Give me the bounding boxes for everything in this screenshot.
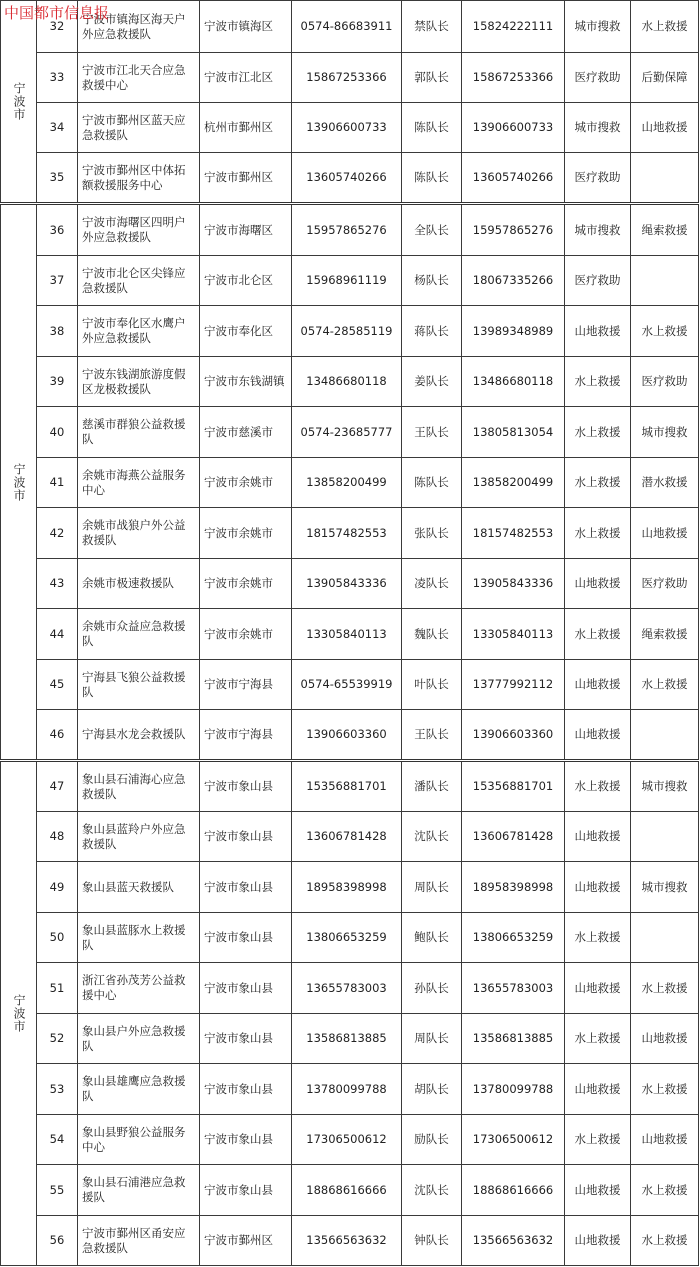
- team-area: 宁波市象山县: [200, 963, 292, 1014]
- leader-mobile: 13905843336: [462, 559, 565, 609]
- team-name: 宁波市海曙区四明户外应急救援队: [78, 204, 200, 256]
- table-row: [1, 53, 699, 103]
- specialty-secondary: 山地救援: [631, 1115, 699, 1165]
- row-number: 39: [37, 357, 78, 407]
- team-phone: 13486680118: [292, 357, 402, 407]
- specialty-primary: 水上救援: [565, 407, 631, 458]
- row-number: 41: [37, 458, 78, 508]
- specialty-primary: 医疗救助: [565, 256, 631, 306]
- team-phone: 15356881701: [292, 761, 402, 812]
- team-leader: 蒋队长: [402, 306, 462, 357]
- table-row: [1, 1014, 699, 1064]
- team-name: 象山县石浦港应急救援队: [78, 1165, 200, 1216]
- specialty-primary: 山地救援: [565, 862, 631, 913]
- specialty-secondary: 水上救援: [631, 963, 699, 1014]
- leader-mobile: 13566563632: [462, 1216, 565, 1266]
- team-leader: 沈队长: [402, 812, 462, 862]
- row-number: 36: [37, 204, 78, 256]
- team-phone: 18868616666: [292, 1165, 402, 1216]
- table-row: [1, 357, 699, 407]
- row-number: 48: [37, 812, 78, 862]
- row-number: 51: [37, 963, 78, 1014]
- team-phone: 13586813885: [292, 1014, 402, 1064]
- team-name: 宁波市鄞州区甬安应急救援队: [78, 1216, 200, 1266]
- team-name: 慈溪市群狼公益救援队: [78, 407, 200, 458]
- team-leader: 孙队长: [402, 963, 462, 1014]
- team-area: 宁波市奉化区: [200, 306, 292, 357]
- table-row: [1, 862, 699, 913]
- specialty-secondary: 水上救援: [631, 660, 699, 710]
- specialty-secondary: 城市搜救: [631, 862, 699, 913]
- leader-mobile: 13858200499: [462, 458, 565, 508]
- specialty-secondary: 城市搜救: [631, 761, 699, 812]
- table-row: [1, 609, 699, 660]
- team-name: 象山县户外应急救援队: [78, 1014, 200, 1064]
- team-name: 余姚市极速救援队: [78, 559, 200, 609]
- table-row: [1, 1115, 699, 1165]
- row-number: 52: [37, 1014, 78, 1064]
- specialty-secondary: 潜水救援: [631, 458, 699, 508]
- specialty-secondary: [631, 256, 699, 306]
- team-leader: 周队长: [402, 1014, 462, 1064]
- team-area: 宁波市海曙区: [200, 204, 292, 256]
- table-row: [1, 710, 699, 761]
- specialty-secondary: 水上救援: [631, 306, 699, 357]
- row-number: 44: [37, 609, 78, 660]
- leader-mobile: 13486680118: [462, 357, 565, 407]
- team-phone: 0574-86683911: [292, 1, 402, 53]
- watermark: 中国都市信息报: [4, 4, 110, 22]
- city-cell: 宁波市: [1, 204, 37, 761]
- leader-mobile: 13805813054: [462, 407, 565, 458]
- table-row: [1, 963, 699, 1014]
- table-row: [1, 204, 699, 256]
- table-row: [1, 660, 699, 710]
- specialty-primary: 水上救援: [565, 458, 631, 508]
- team-name: 宁波市北仑区尖锋应急救援队: [78, 256, 200, 306]
- team-name: 象山县野狼公益服务中心: [78, 1115, 200, 1165]
- team-area: 宁波市宁海县: [200, 660, 292, 710]
- specialty-secondary: 医疗救助: [631, 357, 699, 407]
- team-name: 宁波市鄞州区蓝天应急救援队: [78, 103, 200, 153]
- team-area: 宁波市宁海县: [200, 710, 292, 761]
- specialty-primary: 水上救援: [565, 761, 631, 812]
- specialty-secondary: 绳索救援: [631, 609, 699, 660]
- team-phone: 15867253366: [292, 53, 402, 103]
- team-leader: 全队长: [402, 204, 462, 256]
- leader-mobile: 13605740266: [462, 153, 565, 204]
- specialty-primary: 山地救援: [565, 1216, 631, 1266]
- team-name: 浙江省孙茂芳公益救援中心: [78, 963, 200, 1014]
- row-number: 53: [37, 1064, 78, 1115]
- team-phone: 13780099788: [292, 1064, 402, 1115]
- table-row: [1, 559, 699, 609]
- team-leader: 陈队长: [402, 103, 462, 153]
- team-leader: 凌队长: [402, 559, 462, 609]
- city-cell: 宁波市: [1, 761, 37, 1266]
- row-number: 47: [37, 761, 78, 812]
- table-row: [1, 103, 699, 153]
- table-row: [1, 508, 699, 559]
- specialty-secondary: [631, 153, 699, 204]
- leader-mobile: 15957865276: [462, 204, 565, 256]
- team-phone: 13806653259: [292, 913, 402, 963]
- specialty-secondary: 水上救援: [631, 1064, 699, 1115]
- team-leader: 周队长: [402, 862, 462, 913]
- team-name: 象山县石浦海心应急救援队: [78, 761, 200, 812]
- table-row: [1, 256, 699, 306]
- team-name: 宁海县水龙会救援队: [78, 710, 200, 761]
- specialty-primary: 水上救援: [565, 1014, 631, 1064]
- team-name: 宁波市江北天合应急救援中心: [78, 53, 200, 103]
- team-area: 宁波市慈溪市: [200, 407, 292, 458]
- team-leader: 胡队长: [402, 1064, 462, 1115]
- team-name: 余姚市众益应急救援队: [78, 609, 200, 660]
- specialty-primary: 山地救援: [565, 559, 631, 609]
- team-area: 宁波市象山县: [200, 1165, 292, 1216]
- team-phone: 0574-23685777: [292, 407, 402, 458]
- row-number: 45: [37, 660, 78, 710]
- team-phone: 13605740266: [292, 153, 402, 204]
- team-leader: 鲍队长: [402, 913, 462, 963]
- specialty-secondary: 山地救援: [631, 508, 699, 559]
- leader-mobile: 13806653259: [462, 913, 565, 963]
- team-leader: 郭队长: [402, 53, 462, 103]
- team-area: 宁波市镇海区: [200, 1, 292, 53]
- team-area: 宁波市象山县: [200, 862, 292, 913]
- team-phone: 17306500612: [292, 1115, 402, 1165]
- row-number: 37: [37, 256, 78, 306]
- specialty-primary: 山地救援: [565, 660, 631, 710]
- team-name: 宁海县飞狼公益救援队: [78, 660, 200, 710]
- team-phone: 13906600733: [292, 103, 402, 153]
- team-phone: 13566563632: [292, 1216, 402, 1266]
- team-phone: 13906603360: [292, 710, 402, 761]
- leader-mobile: 18868616666: [462, 1165, 565, 1216]
- table-body: [1, 1, 699, 1266]
- team-phone: 0574-65539919: [292, 660, 402, 710]
- leader-mobile: 13655783003: [462, 963, 565, 1014]
- specialty-secondary: 水上救援: [631, 1216, 699, 1266]
- leader-mobile: 13305840113: [462, 609, 565, 660]
- specialty-primary: 山地救援: [565, 963, 631, 1014]
- team-area: 宁波市象山县: [200, 812, 292, 862]
- row-number: 35: [37, 153, 78, 204]
- specialty-secondary: [631, 710, 699, 761]
- team-area: 宁波市东钱湖镇: [200, 357, 292, 407]
- leader-mobile: 15824222111: [462, 1, 565, 53]
- team-phone: 13905843336: [292, 559, 402, 609]
- row-number: 40: [37, 407, 78, 458]
- leader-mobile: 18067335266: [462, 256, 565, 306]
- team-leader: 陈队长: [402, 458, 462, 508]
- row-number: 46: [37, 710, 78, 761]
- specialty-primary: 城市搜救: [565, 103, 631, 153]
- specialty-primary: 山地救援: [565, 710, 631, 761]
- leader-mobile: 13906600733: [462, 103, 565, 153]
- row-number: 33: [37, 53, 78, 103]
- specialty-primary: 水上救援: [565, 913, 631, 963]
- leader-mobile: 13906603360: [462, 710, 565, 761]
- specialty-primary: 医疗救助: [565, 153, 631, 204]
- specialty-secondary: 医疗救助: [631, 559, 699, 609]
- team-phone: 0574-28585119: [292, 306, 402, 357]
- leader-mobile: 18958398998: [462, 862, 565, 913]
- team-name: 宁波市鄞州区中体拓额救援服务中心: [78, 153, 200, 204]
- team-leader: 叶队长: [402, 660, 462, 710]
- team-area: 宁波市象山县: [200, 913, 292, 963]
- team-area: 宁波市余姚市: [200, 458, 292, 508]
- table-row: [1, 761, 699, 812]
- leader-mobile: 13780099788: [462, 1064, 565, 1115]
- specialty-primary: 城市搜救: [565, 1, 631, 53]
- table-row: [1, 1165, 699, 1216]
- specialty-secondary: [631, 812, 699, 862]
- row-number: 56: [37, 1216, 78, 1266]
- team-leader: 王队长: [402, 407, 462, 458]
- leader-mobile: 13777992112: [462, 660, 565, 710]
- team-area: 宁波市象山县: [200, 761, 292, 812]
- team-leader: 潘队长: [402, 761, 462, 812]
- team-phone: 13655783003: [292, 963, 402, 1014]
- team-name: 象山县蓝天救援队: [78, 862, 200, 913]
- specialty-primary: 水上救援: [565, 508, 631, 559]
- team-phone: 13606781428: [292, 812, 402, 862]
- leader-mobile: 18157482553: [462, 508, 565, 559]
- table-row: [1, 458, 699, 508]
- row-number: 43: [37, 559, 78, 609]
- leader-mobile: 15356881701: [462, 761, 565, 812]
- team-leader: 沈队长: [402, 1165, 462, 1216]
- table-row: [1, 812, 699, 862]
- team-leader: 钟队长: [402, 1216, 462, 1266]
- specialty-primary: 城市搜救: [565, 204, 631, 256]
- specialty-primary: 水上救援: [565, 1115, 631, 1165]
- team-area: 宁波市象山县: [200, 1014, 292, 1064]
- table-row: [1, 913, 699, 963]
- specialty-secondary: 水上救援: [631, 1165, 699, 1216]
- team-name: 宁波市镇海区海天户外应急救援队: [78, 1, 200, 53]
- leader-mobile: 13586813885: [462, 1014, 565, 1064]
- team-name: 宁波东钱湖旅游度假区龙极救援队: [78, 357, 200, 407]
- leader-mobile: 13606781428: [462, 812, 565, 862]
- team-leader: 魏队长: [402, 609, 462, 660]
- team-area: 宁波市象山县: [200, 1115, 292, 1165]
- specialty-secondary: [631, 913, 699, 963]
- team-area: 宁波市余姚市: [200, 508, 292, 559]
- table-row: [1, 407, 699, 458]
- team-leader: 禁队长: [402, 1, 462, 53]
- team-name: 余姚市战狼户外公益救援队: [78, 508, 200, 559]
- team-area: 杭州市鄞州区: [200, 103, 292, 153]
- team-phone: 13305840113: [292, 609, 402, 660]
- specialty-secondary: 山地救援: [631, 1014, 699, 1064]
- row-number: 42: [37, 508, 78, 559]
- leader-mobile: 15867253366: [462, 53, 565, 103]
- team-name: 象山县蓝羚户外应急救援队: [78, 812, 200, 862]
- team-leader: 张队长: [402, 508, 462, 559]
- team-leader: 励队长: [402, 1115, 462, 1165]
- leader-mobile: 13989348989: [462, 306, 565, 357]
- specialty-secondary: 水上救援: [631, 1, 699, 53]
- specialty-primary: 医疗救助: [565, 53, 631, 103]
- team-leader: 陈队长: [402, 153, 462, 204]
- row-number: 34: [37, 103, 78, 153]
- specialty-primary: 山地救援: [565, 812, 631, 862]
- team-phone: 15968961119: [292, 256, 402, 306]
- team-area: 宁波市北仑区: [200, 256, 292, 306]
- row-number: 50: [37, 913, 78, 963]
- team-name: 象山县雄鹰应急救援队: [78, 1064, 200, 1115]
- team-name: 宁波市奉化区水鹰户外应急救援队: [78, 306, 200, 357]
- team-phone: 18958398998: [292, 862, 402, 913]
- team-name: 余姚市海燕公益服务中心: [78, 458, 200, 508]
- specialty-secondary: 后勤保障: [631, 53, 699, 103]
- row-number: 54: [37, 1115, 78, 1165]
- table-row: [1, 153, 699, 204]
- row-number: 38: [37, 306, 78, 357]
- leader-mobile: 17306500612: [462, 1115, 565, 1165]
- specialty-primary: 水上救援: [565, 357, 631, 407]
- team-phone: 18157482553: [292, 508, 402, 559]
- team-area: 宁波市余姚市: [200, 559, 292, 609]
- team-phone: 15957865276: [292, 204, 402, 256]
- team-name: 象山县蓝豚水上救援队: [78, 913, 200, 963]
- specialty-secondary: 绳索救援: [631, 204, 699, 256]
- team-leader: 王队长: [402, 710, 462, 761]
- team-leader: 杨队长: [402, 256, 462, 306]
- team-area: 宁波市鄞州区: [200, 153, 292, 204]
- specialty-primary: 山地救援: [565, 306, 631, 357]
- row-number: 55: [37, 1165, 78, 1216]
- team-phone: 13858200499: [292, 458, 402, 508]
- specialty-secondary: 城市搜救: [631, 407, 699, 458]
- team-leader: 姜队长: [402, 357, 462, 407]
- team-area: 宁波市余姚市: [200, 609, 292, 660]
- table-row: [1, 306, 699, 357]
- city-cell: 宁波市: [1, 1, 37, 204]
- team-area: 宁波市江北区: [200, 53, 292, 103]
- team-area: 宁波市鄞州区: [200, 1216, 292, 1266]
- table-row: [1, 1064, 699, 1115]
- table-row: [1, 1216, 699, 1266]
- specialty-primary: 水上救援: [565, 609, 631, 660]
- specialty-primary: 山地救援: [565, 1064, 631, 1115]
- row-number: 32: [37, 1, 78, 53]
- specialty-secondary: 山地救援: [631, 103, 699, 153]
- specialty-primary: 山地救援: [565, 1165, 631, 1216]
- row-number: 49: [37, 862, 78, 913]
- team-area: 宁波市象山县: [200, 1064, 292, 1115]
